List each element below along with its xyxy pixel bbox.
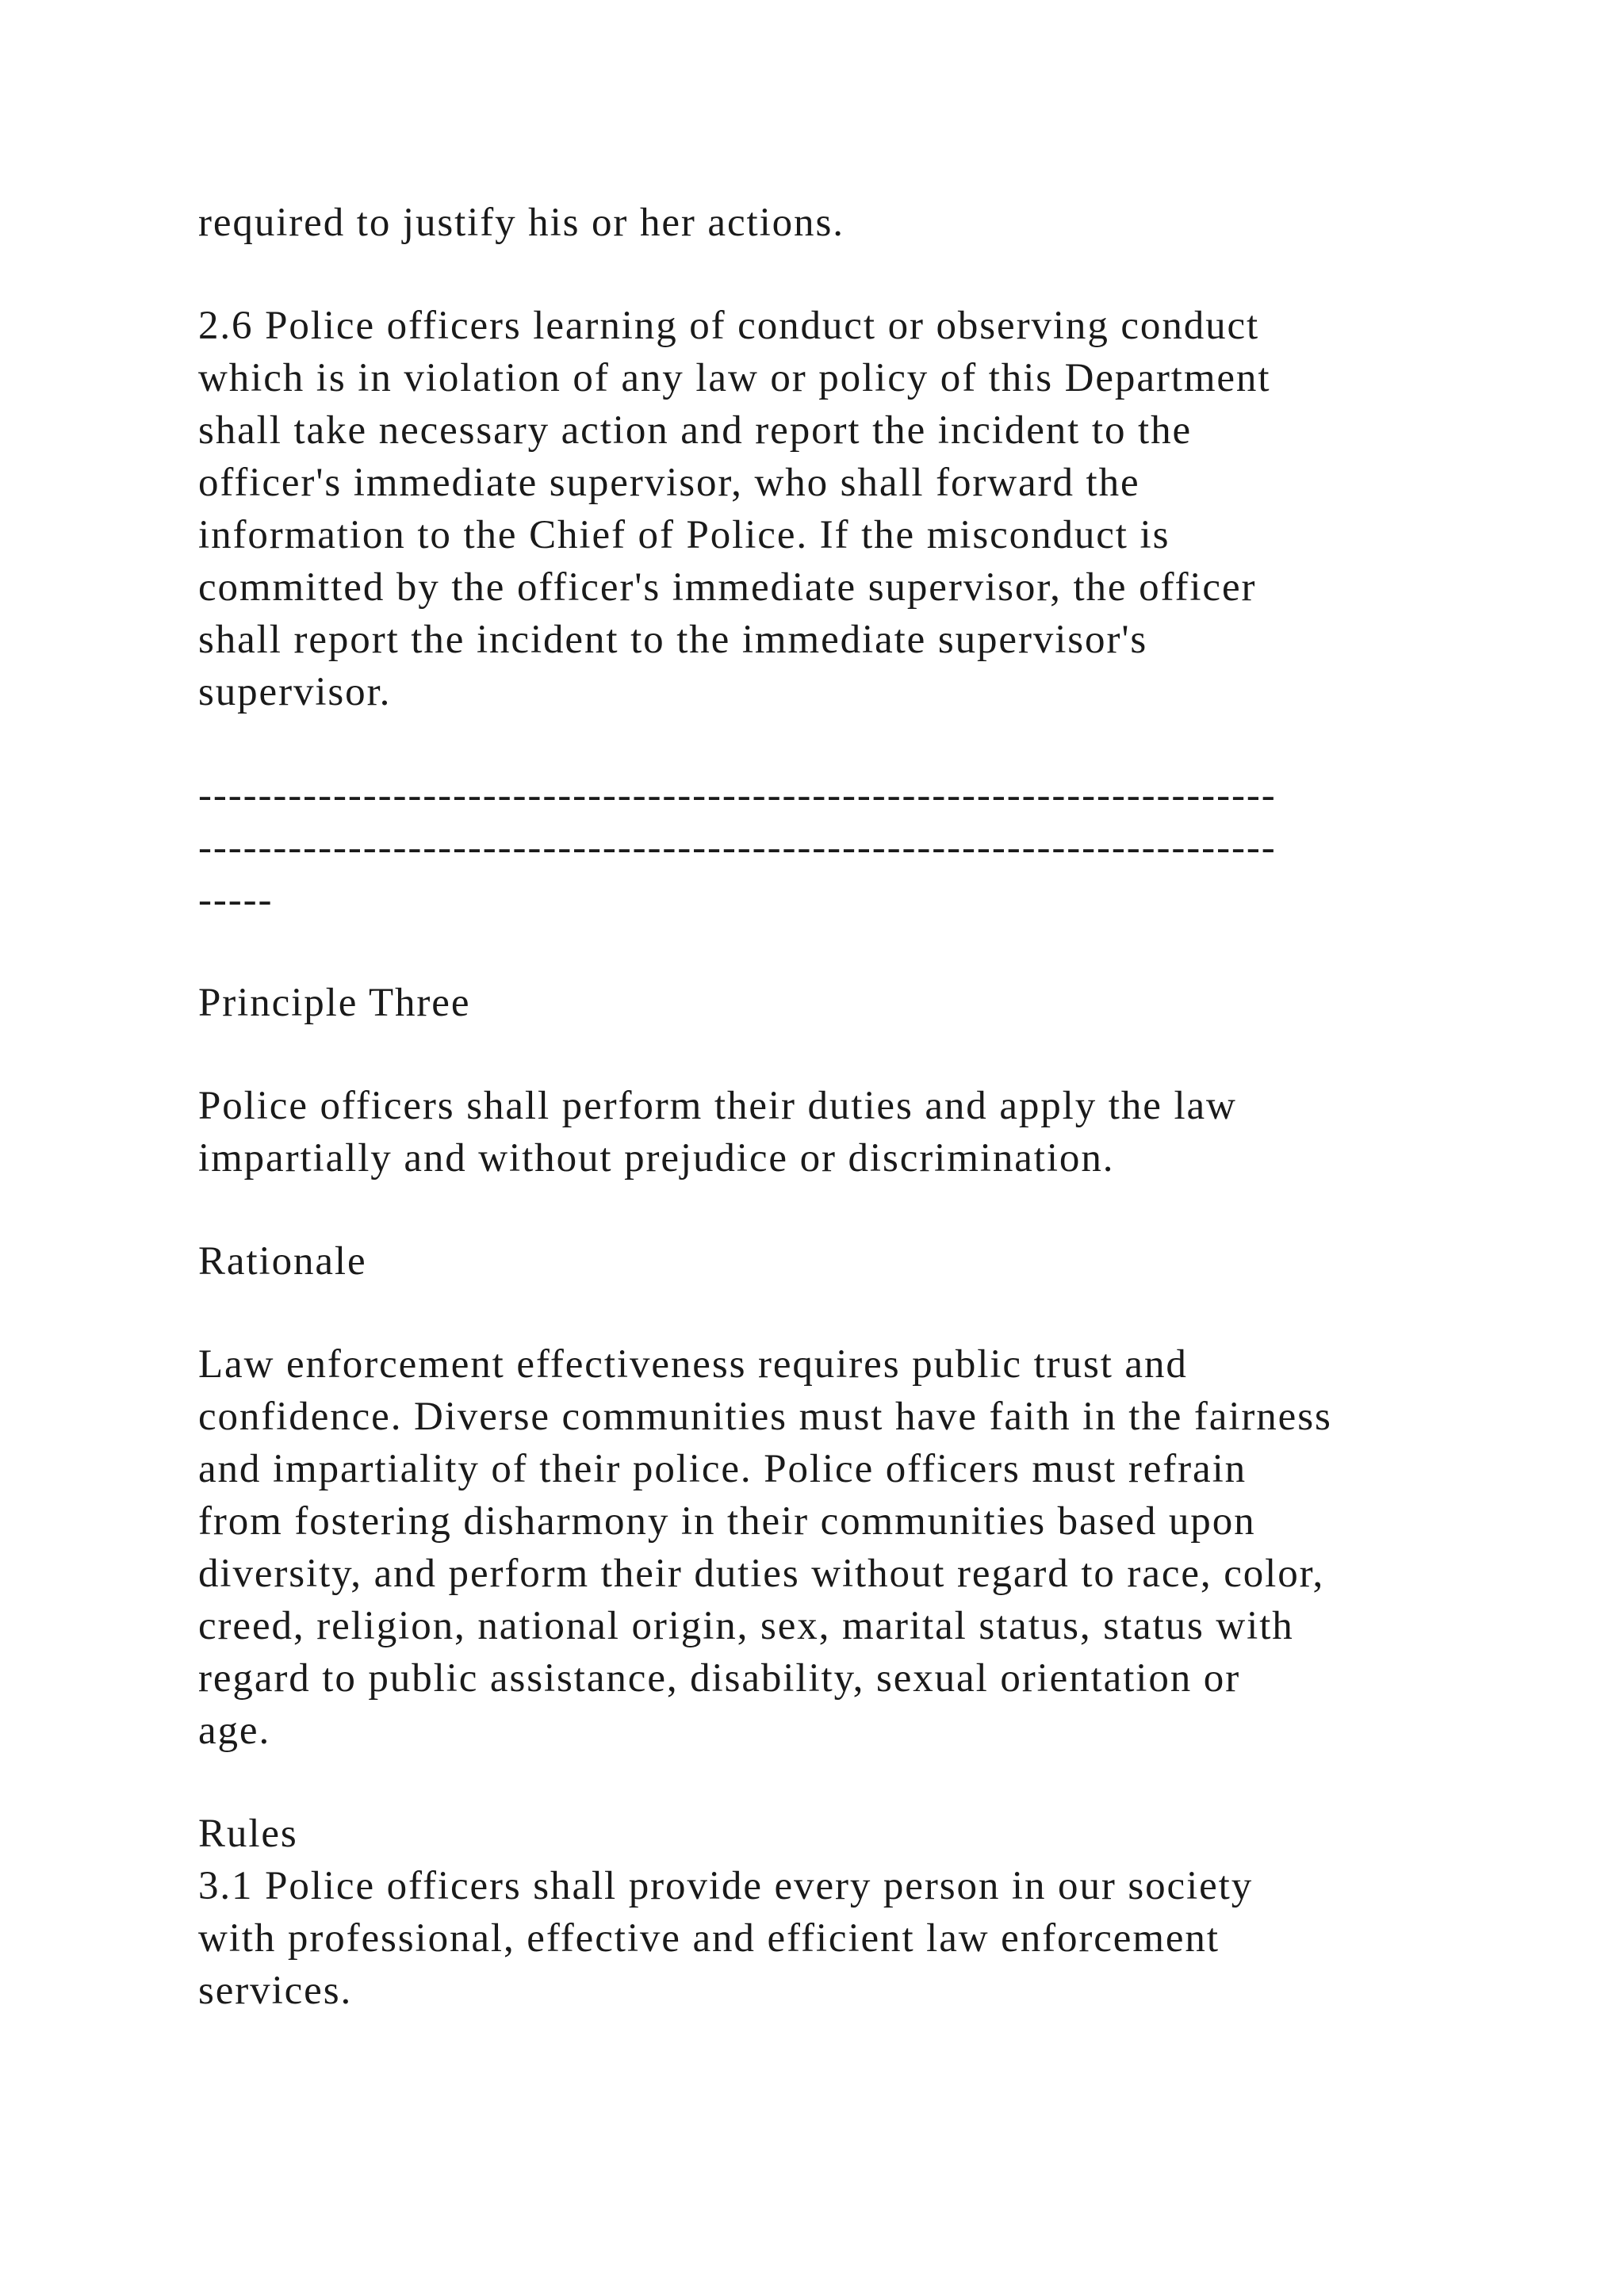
rule-3-1-line: with professional, effective and efficient law enforcement: [198, 1916, 1220, 1961]
rule-2-6-line: supervisor.: [198, 670, 392, 714]
rationale-line: regard to public assistance, disability, sexual orientation or: [198, 1656, 1241, 1701]
rules-heading: Rules: [198, 1812, 298, 1856]
rule-3-1-line: 3.1 Police officers shall provide every person in our society: [198, 1864, 1254, 1908]
rule-3-1-paragraph: [198, 1860, 1483, 2017]
separator-line: ------------------------------------------------------------------------: [198, 825, 1277, 870]
paragraph-gap: [198, 718, 1483, 769]
paragraph-gap: [198, 1184, 1483, 1235]
rule-2-6-line: 2.6 Police officers learning of conduct or observing conduct: [198, 304, 1260, 348]
rationale-paragraph: [198, 1338, 1483, 1757]
principle-heading: Principle Three: [198, 981, 471, 1025]
separator-line: -----: [198, 878, 274, 922]
paragraph-gap: [198, 1029, 1483, 1080]
paragraph-gap: [198, 1288, 1483, 1338]
rationale-heading: Rationale: [198, 1239, 367, 1284]
principle-line: Police officers shall perform their duties and apply the law: [198, 1084, 1237, 1128]
document-page: [198, 197, 1483, 2017]
rule-2-6-line: shall take necessary action and report the incident to the: [198, 408, 1193, 453]
rule-2-6-line: which is in violation of any law or policy of this Department: [198, 356, 1271, 400]
paragraph-gap: [198, 926, 1483, 977]
paragraph-gap: [198, 249, 1483, 300]
rationale-line: diversity, and perform their duties without regard to race, color,: [198, 1552, 1325, 1596]
rationale-line: from fostering disharmony in their communities based upon: [198, 1499, 1256, 1544]
principle-line: impartially and without prejudice or discrimination.: [198, 1136, 1115, 1181]
rule-2-6-line: information to the Chief of Police. If the misconduct is: [198, 513, 1170, 557]
rule-2-6-line: officer's immediate supervisor, who shall forward the: [198, 461, 1140, 505]
rationale-line: creed, religion, national origin, sex, marital status, status with: [198, 1604, 1294, 1648]
rule-2-6-line: committed by the officer's immediate supervisor, the officer: [198, 565, 1257, 610]
separator-line: ------------------------------------------------------------------------: [198, 773, 1277, 817]
principle-paragraph: [198, 1080, 1483, 1184]
intro-line: required to justify his or her actions.: [198, 201, 845, 245]
rationale-line: age.: [198, 1709, 271, 1753]
rule-3-1-line: services.: [198, 1969, 353, 2013]
separator: [198, 769, 1483, 926]
rationale-line: and impartiality of their police. Police officers must refrain: [198, 1447, 1247, 1491]
rationale-line: confidence. Diverse communities must have faith in the fairness: [198, 1395, 1332, 1439]
paragraph-gap: [198, 1757, 1483, 1808]
rule-2-6-paragraph: [198, 300, 1483, 718]
rule-2-6-line: shall report the incident to the immediate supervisor's: [198, 618, 1148, 662]
rationale-line: Law enforcement effectiveness requires public trust and: [198, 1342, 1188, 1387]
